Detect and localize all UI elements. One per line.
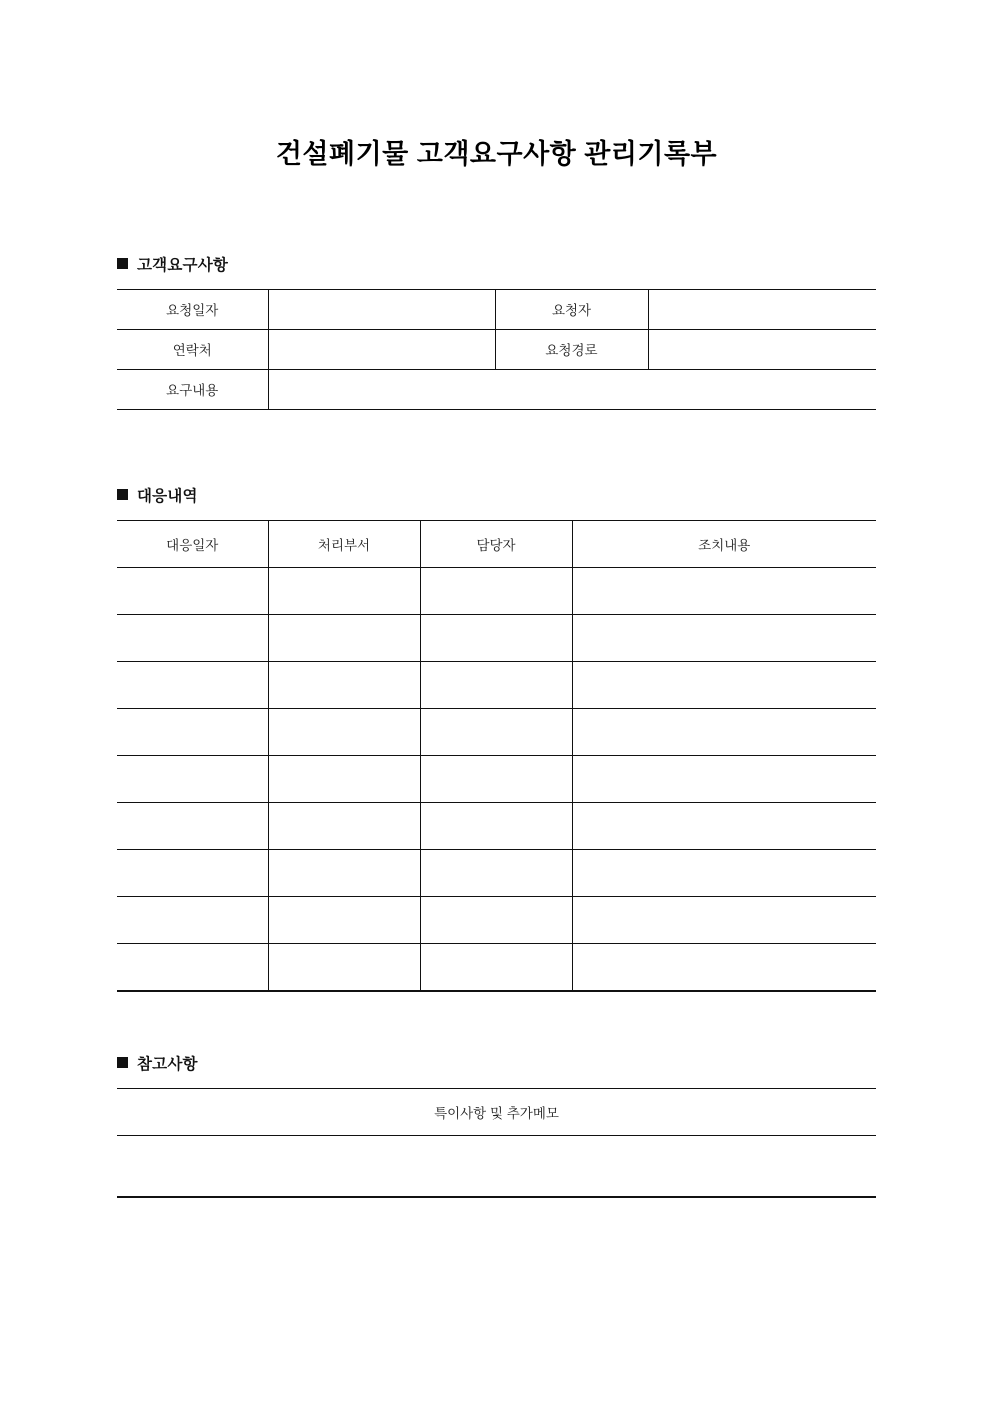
column-header-department: 처리부서 <box>268 520 420 567</box>
cell-response-date[interactable] <box>117 896 268 943</box>
cell-department[interactable] <box>268 614 420 661</box>
table-header-row <box>117 1088 876 1135</box>
cell-person[interactable] <box>420 755 572 802</box>
cell-response-date[interactable] <box>117 849 268 896</box>
label-request-date: 요청일자 <box>117 289 268 329</box>
table-row <box>117 896 876 943</box>
cell-action[interactable] <box>572 755 876 802</box>
table-row <box>117 329 876 369</box>
cell-department[interactable] <box>268 802 420 849</box>
value-request-channel[interactable] <box>648 329 876 369</box>
table-row <box>117 661 876 708</box>
section-customer-request <box>117 253 876 410</box>
cell-action[interactable] <box>572 943 876 991</box>
cell-department[interactable] <box>268 661 420 708</box>
section-title-response-history: 대응내역 <box>137 487 198 505</box>
column-header-person: 담당자 <box>420 520 572 567</box>
table-row <box>117 1135 876 1197</box>
page-content <box>117 0 876 1198</box>
section-header-customer-request <box>117 253 876 275</box>
cell-action[interactable] <box>572 849 876 896</box>
cell-department[interactable] <box>268 755 420 802</box>
cell-department[interactable] <box>268 943 420 991</box>
label-contact: 연락처 <box>117 329 268 369</box>
page-title: 건설폐기물 고객요구사항 관리기록부 <box>275 139 718 169</box>
column-header-memo: 특이사항 및 추가메모 <box>117 1088 876 1135</box>
response-history-table <box>117 520 876 992</box>
section-title-customer-request: 고객요구사항 <box>137 256 229 274</box>
cell-action[interactable] <box>572 708 876 755</box>
cell-memo-body[interactable] <box>117 1135 876 1197</box>
black-square-bullet-icon <box>117 489 128 500</box>
table-row <box>117 369 876 409</box>
cell-department[interactable] <box>268 849 420 896</box>
section-header-notes <box>117 1052 876 1074</box>
cell-response-date[interactable] <box>117 708 268 755</box>
section-header-response-history <box>117 484 876 506</box>
label-request-channel: 요청경로 <box>495 329 648 369</box>
table-row <box>117 802 876 849</box>
section-title-notes: 참고사항 <box>137 1055 198 1073</box>
cell-person[interactable] <box>420 661 572 708</box>
notes-table <box>117 1088 876 1198</box>
cell-person[interactable] <box>420 849 572 896</box>
table-header-row <box>117 520 876 567</box>
black-square-bullet-icon <box>117 1057 128 1068</box>
table-row <box>117 708 876 755</box>
cell-department[interactable] <box>268 567 420 614</box>
label-request-content: 요구내용 <box>117 369 268 409</box>
cell-response-date[interactable] <box>117 661 268 708</box>
cell-response-date[interactable] <box>117 943 268 991</box>
cell-response-date[interactable] <box>117 802 268 849</box>
table-row <box>117 289 876 329</box>
cell-person[interactable] <box>420 802 572 849</box>
cell-department[interactable] <box>268 896 420 943</box>
cell-person[interactable] <box>420 708 572 755</box>
cell-action[interactable] <box>572 802 876 849</box>
value-request-date[interactable] <box>268 289 495 329</box>
cell-person[interactable] <box>420 567 572 614</box>
cell-action[interactable] <box>572 896 876 943</box>
black-square-bullet-icon <box>117 258 128 269</box>
cell-action[interactable] <box>572 614 876 661</box>
table-row <box>117 943 876 991</box>
cell-response-date[interactable] <box>117 755 268 802</box>
section-notes <box>117 1052 876 1198</box>
column-header-action: 조치내용 <box>572 520 876 567</box>
cell-action[interactable] <box>572 661 876 708</box>
value-request-content[interactable] <box>268 369 876 409</box>
response-history-body <box>117 567 876 991</box>
label-requester: 요청자 <box>495 289 648 329</box>
table-row <box>117 614 876 661</box>
cell-person[interactable] <box>420 896 572 943</box>
cell-department[interactable] <box>268 708 420 755</box>
table-row <box>117 849 876 896</box>
cell-person[interactable] <box>420 943 572 991</box>
cell-response-date[interactable] <box>117 567 268 614</box>
table-row <box>117 567 876 614</box>
customer-request-table <box>117 289 876 410</box>
table-row <box>117 755 876 802</box>
value-requester[interactable] <box>648 289 876 329</box>
section-response-history <box>117 484 876 992</box>
column-header-response-date: 대응일자 <box>117 520 268 567</box>
cell-action[interactable] <box>572 567 876 614</box>
cell-person[interactable] <box>420 614 572 661</box>
value-contact[interactable] <box>268 329 495 369</box>
cell-response-date[interactable] <box>117 614 268 661</box>
